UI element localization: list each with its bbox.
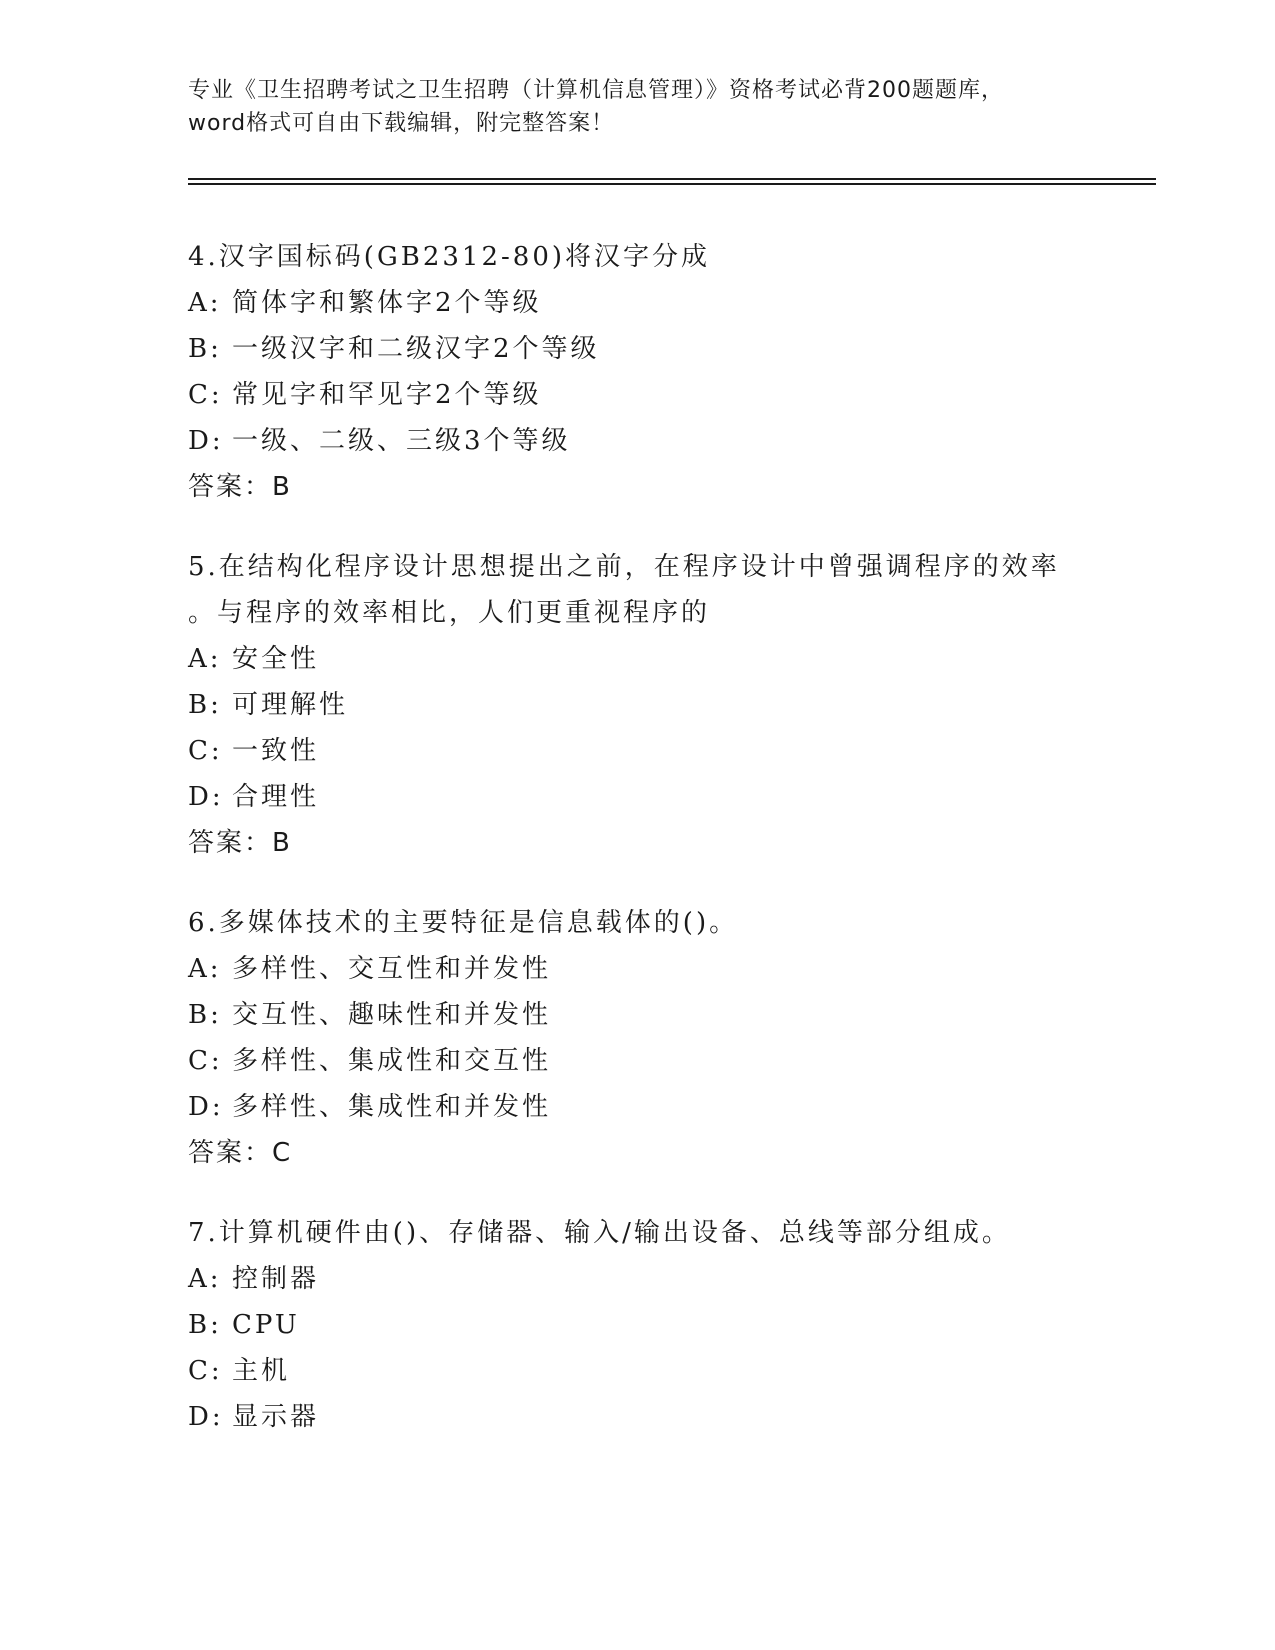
header-divider-bottom — [188, 183, 1156, 185]
document-header — [188, 74, 1088, 140]
option-letter: A: — [188, 288, 222, 318]
question-block — [188, 900, 1088, 1176]
option-letter: C: — [188, 736, 223, 766]
answer-option — [188, 636, 1088, 682]
option-text: 显示器 — [232, 1402, 320, 1432]
answer-option — [188, 418, 1088, 464]
option-letter: C: — [188, 1046, 223, 1076]
option-text: 主机 — [232, 1356, 291, 1386]
option-text: 合理性 — [232, 782, 320, 812]
option-text: 简体字和繁体字2个等级 — [232, 288, 542, 318]
question-list — [188, 234, 1088, 1474]
option-letter: A: — [188, 954, 222, 984]
question-block — [188, 544, 1088, 866]
option-letter: C: — [188, 380, 223, 410]
option-text: 常见字和罕见字2个等级 — [232, 380, 542, 410]
option-text: 交互性、趣味性和并发性 — [232, 1000, 552, 1030]
answer-option — [188, 1038, 1088, 1084]
option-text: 一级汉字和二级汉字2个等级 — [232, 334, 600, 364]
option-text: 一级、二级、三级3个等级 — [232, 426, 571, 456]
question-stem: 4.汉字国标码(GB2312-80)将汉字分成 — [188, 242, 711, 272]
answer-option — [188, 1256, 1088, 1302]
option-letter: D: — [188, 426, 224, 456]
answer-option — [188, 1084, 1088, 1130]
answer-key: 答案：C — [188, 1138, 293, 1168]
answer-option — [188, 728, 1088, 774]
answer-option — [188, 1302, 1088, 1348]
question-block — [188, 1210, 1088, 1440]
option-letter: A: — [188, 644, 222, 674]
answer-option — [188, 992, 1088, 1038]
option-text: 多样性、集成性和交互性 — [232, 1046, 552, 1076]
answer-option — [188, 946, 1088, 992]
option-letter: A: — [188, 1264, 222, 1294]
option-text: CPU — [232, 1310, 300, 1340]
question-stem: 。与程序的效率相比，人们更重视程序的 — [188, 598, 711, 628]
answer-key: 答案：B — [188, 472, 292, 502]
option-letter: B: — [188, 334, 222, 364]
option-letter: B: — [188, 1000, 222, 1030]
answer-option — [188, 1348, 1088, 1394]
option-text: 多样性、集成性和并发性 — [232, 1092, 552, 1122]
answer-option — [188, 280, 1088, 326]
option-text: 可理解性 — [232, 690, 349, 720]
question-stem: 7.计算机硬件由()、存储器、输入/输出设备、总线等部分组成。 — [188, 1218, 1011, 1248]
answer-key: 答案：B — [188, 828, 292, 858]
answer-option — [188, 682, 1088, 728]
question-stem: 6.多媒体技术的主要特征是信息载体的()。 — [188, 908, 739, 938]
answer-option — [188, 774, 1088, 820]
option-letter: D: — [188, 1092, 224, 1122]
option-letter: B: — [188, 1310, 222, 1340]
header-title-line-2: word格式可自由下载编辑，附完整答案！ — [188, 111, 615, 136]
question-stem: 5.在结构化程序设计思想提出之前，在程序设计中曾强调程序的效率 — [188, 552, 1060, 582]
answer-option — [188, 372, 1088, 418]
option-letter: B: — [188, 690, 222, 720]
header-divider-top — [188, 178, 1156, 180]
option-letter: D: — [188, 782, 224, 812]
option-text: 多样性、交互性和并发性 — [232, 954, 552, 984]
option-text: 安全性 — [232, 644, 320, 674]
option-text: 一致性 — [232, 736, 320, 766]
option-text: 控制器 — [232, 1264, 320, 1294]
header-title-line-1: 专业《卫生招聘考试之卫生招聘（计算机信息管理）》资格考试必背200题题库， — [188, 78, 1004, 103]
answer-option — [188, 1394, 1088, 1440]
question-block — [188, 234, 1088, 510]
option-letter: C: — [188, 1356, 223, 1386]
answer-option — [188, 326, 1088, 372]
option-letter: D: — [188, 1402, 224, 1432]
